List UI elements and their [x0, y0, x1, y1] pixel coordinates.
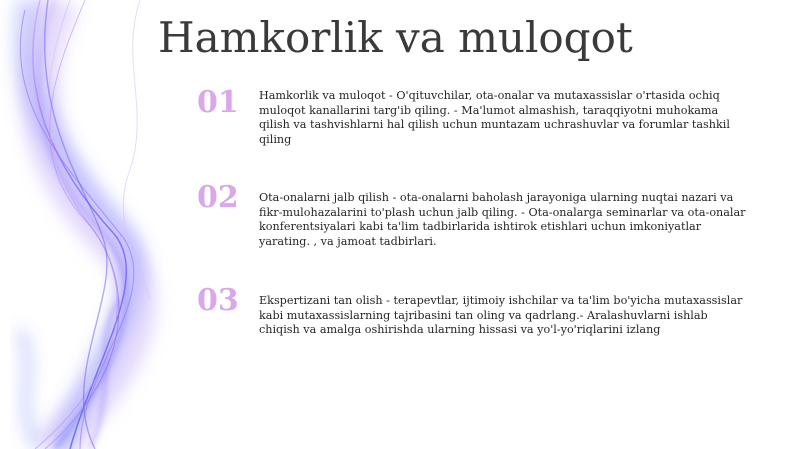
item-number-1: 01	[197, 85, 239, 120]
item-number-3: 03	[197, 283, 239, 318]
item-text-1: Hamkorlik va muloqot - O'qituvchilar, ota-onalar va mutaxassislar o'rtasida ochiq muloqot kanallarini targ'ib qiling. - Ma'lumot almashish, taraqqiyotni muhokama qilish va tashvishlarni hal qilish uchun muntazam uchrashuvlar va forumlar tashkil qiling	[259, 89, 730, 146]
item-number-2: 02	[197, 180, 239, 215]
slide-title: Hamkorlik va muloqot	[158, 13, 633, 62]
item-text-2: Ota-onalarni jalb qilish - ota-onalarni baholash jarayoniga ularning nuqtai nazari va fikr-mulohazalarini to'plash uchun jalb qiling. - Ota-onalarga seminarlar va ota-onalar konferentsiyalari kabi ta'lim tadbirlarida ishtirok etishlari uchun imkoniyatlar yarating. , va jamoat tadbirlari.	[259, 191, 746, 248]
item-text-3: Ekspertizani tan olish - terapevtlar, ijtimoiy ishchilar va ta'lim bo'yicha mutaxassislar kabi mutaxassislarning tajribasini tan oling va qadrlang.- Aralashuvlarni ishlab chiqish va amalga oshirishda ularning hissasi va yo'l-yo'riqlarini izlang	[259, 294, 743, 337]
purple-smoke-wave-icon	[0, 0, 200, 449]
